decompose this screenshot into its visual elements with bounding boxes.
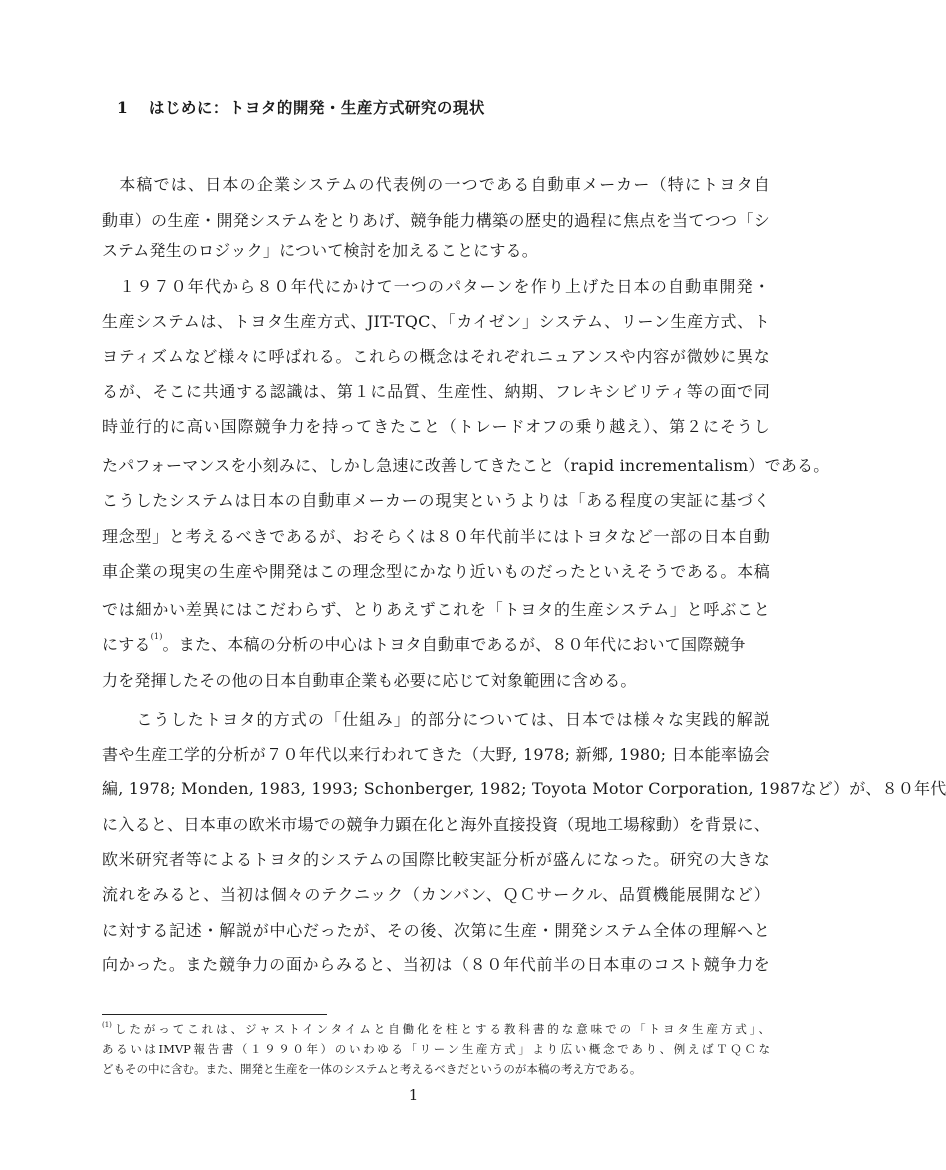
body-line: に対する記述・解説が中心だったが、その後、次第に生産・開発システム全体の理解へと — [102, 921, 770, 940]
section-heading — [117, 96, 485, 118]
footnote-reference: (1) — [150, 632, 163, 641]
footnote-divider — [102, 1014, 327, 1015]
footnote-line: あるいはIMVP報告書（１９９０年）のいわゆる「リーン生産方式」より広い概念であり、例えばＴＱＣな — [102, 1042, 770, 1056]
body-line: では細かい差異にはこだわらず、とりあえずこれを「トヨタ的生産システム」と呼ぶこと — [102, 600, 770, 619]
body-line: こうしたトヨタ的方式の「仕組み」的部分については、日本では様々な実践的解説 — [102, 710, 770, 729]
section-number: 1 — [117, 98, 129, 117]
body-line: たパフォーマンスを小刻みに、しかし急速に改善してきたこと（rapid incrementalism）である。 — [102, 456, 830, 475]
body-line: 時並行的に高い国際競争力を持ってきたこと（トレードオフの乗り越え）、第２にそうし — [102, 417, 770, 436]
body-line-end: 。また、本稿の分析の中心はトヨタ自動車であるが、８０年代において国際競争 — [162, 635, 746, 654]
section-title: はじめに：トヨタ的開発・生産方式研究の現状 — [148, 98, 485, 117]
body-line: ステム発生のロジック」について検討を加えることにする。 — [102, 241, 538, 260]
body-line: 本稿では、日本の企業システムの代表例の一つである自動車メーカー（特にトヨタ自 — [102, 175, 770, 194]
body-line: 生産システムは、トヨタ生産方式、JIT-TQC、「カイゼン」システム、リーン生産方式、ト — [102, 312, 770, 331]
body-line: るが、そこに共通する認識は、第１に品質、生産性、納期、フレキシビリティ等の面で同 — [102, 382, 770, 401]
footnote-line: どもその中に含む。また、開発と生産を一体のシステムと考えるべきだというのが本稿の考え方である。 — [102, 1062, 642, 1076]
body-line-start: にする — [102, 635, 151, 654]
body-line: ヨティズムなど様々に呼ばれる。これらの概念はそれぞれニュアンスや内容が微妙に異な — [102, 347, 770, 366]
footnote-line — [102, 1020, 770, 1038]
footnote-text: したがってこれは、ジャストインタイムと自働化を柱とする教科書的な意味での「トヨタ生産方式」、 — [111, 1022, 770, 1036]
body-line: に入ると、日本車の欧米市場での競争力顕在化と海外直接投資（現地工場稼動）を背景に、 — [102, 815, 770, 834]
body-line: こうしたシステムは日本の自動車メーカーの現実というよりは「ある程度の実証に基づく — [102, 491, 770, 510]
body-line: 動車）の生産・開発システムをとりあげ、競争能力構築の歴史的過程に焦点を当てつつ「シ — [102, 211, 770, 230]
body-line: 理念型」と考えるべきであるが、おそらくは８０年代前半にはトヨタなど一部の日本自動 — [102, 527, 770, 546]
body-line: 書や生産工学的分析が７０年代以来行われてきた（大野, 1978; 新郷, 1980; 日本能率協会 — [102, 745, 770, 764]
body-line: １９７０年代から８０年代にかけて一つのパターンを作り上げた日本の自動車開発・ — [102, 277, 770, 296]
footnote-marker: (1) — [102, 1021, 112, 1029]
body-line: 車企業の現実の生産や開発はこの理念型にかなり近いものだったといえそうである。本稿 — [102, 562, 770, 581]
body-line: 欧米研究者等によるトヨタ的システムの国際比較実証分析が盛んになった。研究の大きな — [102, 850, 770, 869]
body-line: 力を発揮したその他の日本自動車企業も必要に応じて対象範囲に含める。 — [102, 671, 637, 690]
body-line: 流れをみると、当初は個々のテクニック（カンバン、ＱＣサークル、品質機能展開など） — [102, 885, 770, 904]
body-line-with-footnote — [102, 630, 770, 660]
body-line: 向かった。また競争力の面からみると、当初は（８０年代前半の日本車のコスト競争力を — [102, 955, 770, 974]
page-number: 1 — [408, 1086, 419, 1104]
body-line: 編, 1978; Monden, 1983, 1993; Schonberger, 1982; Toyota Motor Corporation, 1987など）が、８０年代 — [102, 779, 946, 798]
